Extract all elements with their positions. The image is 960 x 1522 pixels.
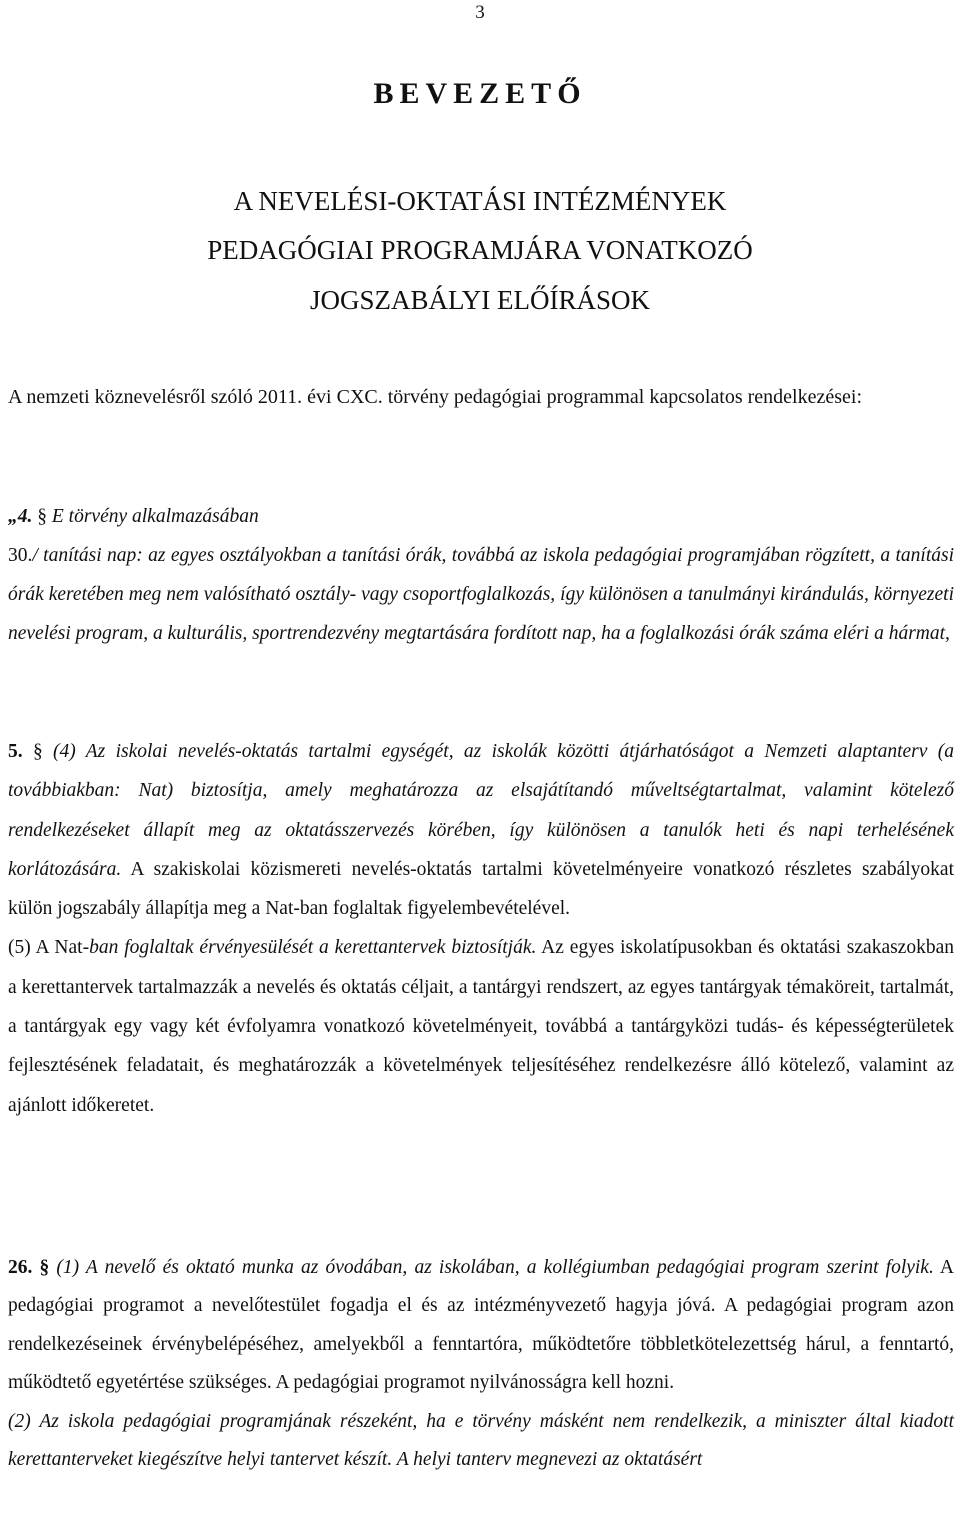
point-30-number: 30. [8,545,33,566]
section-26-paragraph-1-continued: A pedagógiai programot a nevelőtestület fogadja el és az intézményvezető hagyja jóvá. A pedagógiai program azon rendelkezéseinek érvénybelépéséhez, amelyekből a fenntartóra, működtetőre többletkötelezettség hárul, a fenntartó, működtető egyetértése szükséges. A pedagógiai programot nyilvánosságra kell hozni. [8,1257,954,1394]
subtitle-line-3: JOGSZABÁLYI ELŐÍRÁSOK [309,285,651,315]
section-4-heading [8,497,954,536]
point-30-text: / tanítási nap: az egyes osztályokban a tanítási órák, továbbá az iskola pedagógiai programjában rögzített, a tanítási órák keretében meg nem valósítható osztály- vagy csoportfoglalkozás, így különösen a tanulmányi kirándulás, környezeti nevelési program, a kulturális, sportrendezvény megtartására fordított nap, ha a foglalkozási órák száma eléri a hármat, [8,545,954,644]
section-5-number: 5. [8,741,33,762]
section-26-paragraph-2: (2) Az iskola pedagógiai programjának részeként, ha e törvény másként nem rendelkezik, a miniszter által kiadott kerettanterveket kiegészítve helyi tantervet készít. A helyi tanterv megnevezi az oktatásért [8,1410,954,1471]
subtitle-line-2: PEDAGÓGIAI PROGRAMJÁRA VONATKOZÓ [207,235,753,265]
section-5 [8,732,954,1125]
section-5-paragraph-5-rest: Az egyes iskolatípusokban és oktatási szakaszokban a kerettantervek tartalmazzák a nevelés és oktatás céljait, a tantárgyi rendszert, az egyes tantárgyak témaköreit, tartalmát, a tantárgyak egy vagy két évfolyamra vonatkozó követelményeit, továbbá a tantárgyközi tudás- és képességterületek fejlesztésének feladatait, és meghatározzák a követelmények teljesítéséhez rendelkezésre álló kötelező, valamint az ajánlott időkeretet. [8,937,954,1116]
section-5-paragraph-4 [8,732,954,928]
section-5-paragraph-5-italic: ban foglaltak érvényesülését a kerettantervek biztosítják. [89,937,537,959]
section-4-heading-text: E törvény alkalmazásában [47,506,259,527]
section-sign-icon: § [32,1257,50,1278]
section-26-number: 26. [8,1257,33,1278]
section-4 [8,497,954,653]
section-5-paragraph-4-text: (4) Az iskolai nevelés-oktatás tartalmi egységét, az iskolák közötti átjárhatóságot a Nemzeti alaptanterv (a továbbiakban: Nat) biztosítja, amely meghatározza az elsajátítandó műveltségtartalmat, valamint kötelező rendelkezéseket állapít meg az oktatásszervezés körében, így különösen a tanulók heti és napi terhelésének korlátozására. [8,741,954,880]
section-sign-icon: § [37,506,47,527]
section-5-paragraph-4-continued: A szakiskolai közismereti nevelés-oktatás tartalmi követelményeire vonatkozó részletes szabályokat külön jogszabály állapítja meg a Nat-ban foglaltak figyelembevételével. [8,858,954,920]
section-5-paragraph-5-start: (5) A Nat- [8,937,90,959]
section-26-paragraph-1-text: (1) A nevelő és oktató munka az óvodában, az iskolában, a kollégiumban pedagógiai program szerint folyik. [49,1257,934,1278]
section-4-mark: „4. [8,506,38,527]
section-26 [8,1249,954,1479]
subtitle-line-1: A NEVELÉSI-OKTATÁSI INTÉZMÉNYEK [233,186,727,216]
section-26-paragraph-1 [8,1249,954,1403]
page-number: 3 [475,2,485,23]
section-5-paragraph-5 [8,928,954,1124]
page-title: BEVEZETŐ [373,77,587,110]
intro-paragraph: A nemzeti köznevelésről szóló 2011. évi CXC. törvény pedagógiai programmal kapcsolatos rendelkezései: [8,386,863,408]
section-sign-icon: § [32,741,43,762]
section-4-point-30 [8,536,954,653]
